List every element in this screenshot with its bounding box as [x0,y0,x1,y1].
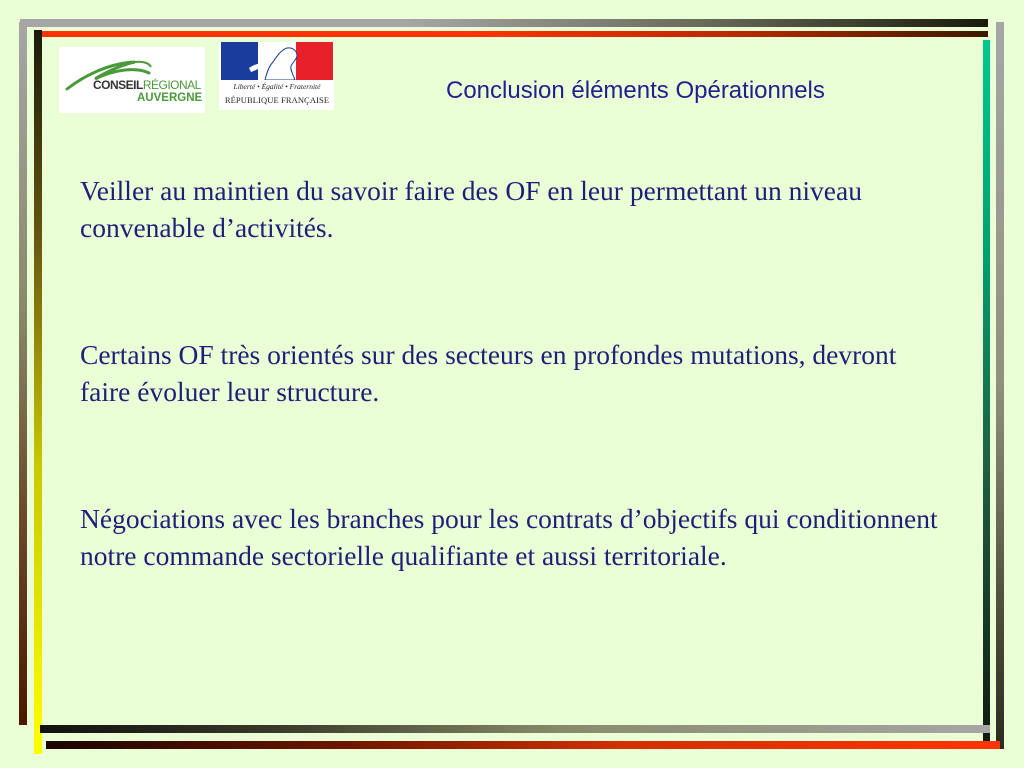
frame-bar-right-inner [983,40,990,742]
republique-francaise-logo [219,42,334,110]
marianne-flag-icon [221,42,333,80]
paragraph-3: Négociations avec les branches pour les contrats d’objectifs qui conditionnent notre commande sectorielle qualifiante et aussi territoriale. [80,503,938,571]
slide-title: Conclusion éléments Opérationnels [446,77,825,104]
logo-motto: Liberté • Égalité • Fraternité [233,82,321,91]
frame-bar-top-outer [20,19,988,27]
logo-line1: CONSEILRÉGIONAL [93,78,201,92]
frame-bar-top-inner [34,31,988,37]
frame-bar-left-inner [34,30,42,754]
frame-bar-right-outer [996,22,1004,749]
paragraph-2: Certains OF très orientés sur des secteurs en profondes mutations, devront faire évoluer leur structure. [80,339,897,407]
logo-country-name: RÉPUBLIQUE FRANÇAISE [224,95,330,105]
paragraph-1: Veiller au maintien du savoir faire des OF en leur permettant un niveau convenable d’activités. [80,175,862,243]
frame-bar-bottom-outer [46,741,1000,749]
conseil-regional-logo [59,47,205,113]
frame-bar-bottom-inner [40,725,990,733]
frame-bar-left-outer [19,22,27,725]
logo-line2: AUVERGNE [137,92,203,104]
